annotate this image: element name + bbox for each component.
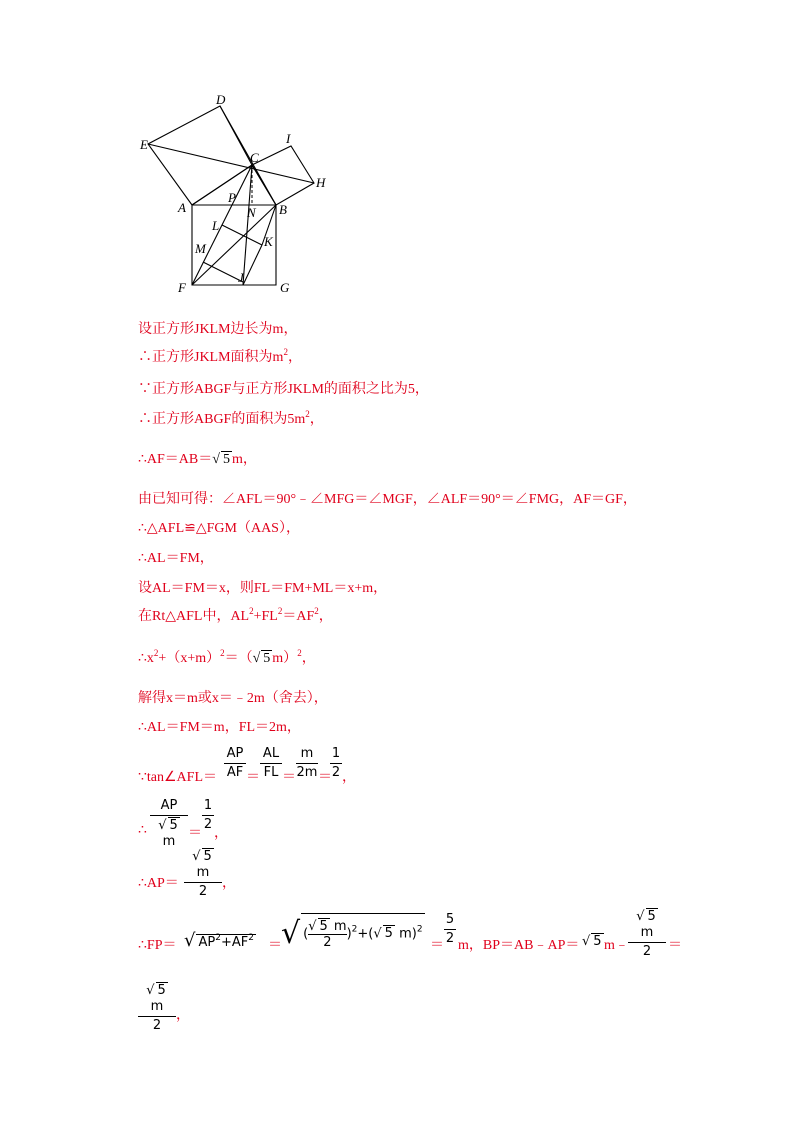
fraction-5-2 <box>444 912 456 947</box>
fraction-m-2m <box>296 746 318 781</box>
numerator: √ 5 m <box>146 983 166 1014</box>
text: ∴AF＝AB＝ <box>138 452 213 467</box>
exponent: 2 <box>314 606 319 616</box>
line-mj <box>203 262 243 282</box>
equals: ＝ <box>188 826 202 841</box>
sqrt-value: 5 <box>319 918 328 934</box>
equals: ＝ <box>668 938 682 953</box>
comma: ， <box>214 826 228 841</box>
sqrt-expression: √ ( $\frac{√ 5 m}{2}$ )$^2$+(√ 5 m)$^2$ <box>281 910 425 950</box>
sqrt-ap2-af2: √ $AP^2+AF^2$ <box>184 930 254 951</box>
numerator: AP <box>160 798 178 813</box>
text: m <box>640 925 654 940</box>
label-f: F <box>178 280 186 295</box>
equals: ＝ <box>246 770 260 785</box>
therefore-prefix: ∴ <box>138 823 147 838</box>
text: ， <box>309 412 324 427</box>
sqrt-value: 5 <box>203 849 212 864</box>
text: +( <box>357 926 374 941</box>
text: ( <box>303 926 309 941</box>
numerator: 1 <box>331 746 341 761</box>
label-l: L <box>212 218 220 233</box>
denominator: 2 <box>445 931 455 946</box>
label-h: H <box>316 175 326 190</box>
text: m <box>162 834 176 849</box>
text: AP <box>198 935 216 950</box>
sqrt-value: 5 <box>593 934 602 949</box>
exponent: 2 <box>305 409 310 419</box>
text: ， <box>318 609 333 624</box>
label-k: K <box>264 234 273 249</box>
label-b: B <box>279 202 287 217</box>
fraction-sqrt5m-2 <box>184 848 222 900</box>
solution-line-9: 设AL＝FM＝x，则FL＝FM+ML＝x+m， <box>138 581 388 596</box>
solution-line-7: ∴△AFL≌△FGM（AAS）， <box>138 521 300 536</box>
text: m) <box>394 926 417 941</box>
text: +AF <box>220 935 249 950</box>
fraction-al-fl <box>260 746 282 781</box>
label-a: A <box>178 200 186 215</box>
solution-line-5: ∴AF＝AB＝√ 5 m， <box>138 452 257 467</box>
text: ∴正方形ABGF的面积为5m <box>138 412 306 427</box>
fraction-sqrt5m-2 <box>628 908 666 960</box>
exponent: 2 <box>220 648 225 658</box>
sqrt-value: 5 <box>647 909 656 924</box>
equals: ＝ <box>282 770 296 785</box>
text: ， <box>301 651 316 666</box>
solution-line-8: ∴AL＝FM， <box>138 551 214 566</box>
numerator: 5 <box>445 912 455 927</box>
square-acde <box>148 106 252 205</box>
label-c: C <box>250 150 259 165</box>
exponent: 2 <box>215 933 221 943</box>
comma: ， <box>342 770 356 785</box>
label-e: E <box>140 137 148 152</box>
solution-line-11: $\therefore x^2+(x+m)^2=(√$ 5 m）$^2$， <box>138 648 316 666</box>
label-n: N <box>247 205 256 220</box>
label-d: D <box>216 92 226 107</box>
solution-line-12: 解得x＝m或x＝﹣2m（舍去）， <box>138 691 328 706</box>
solution-line-4 <box>138 408 324 428</box>
bp-text: m，BP＝AB﹣AP＝ <box>458 938 580 953</box>
label-m: M <box>195 241 206 256</box>
numerator: AL <box>262 746 280 761</box>
denominator: 2 <box>203 817 213 832</box>
solution-line-10 <box>138 605 333 625</box>
text: m <box>329 918 347 934</box>
solution-line-13: ∴AL＝FM＝m，FL＝2m， <box>138 720 301 735</box>
label-i: I <box>286 131 291 146</box>
geometry-figure <box>130 90 326 300</box>
sqrt5: √ 5 <box>582 934 602 949</box>
sqrt-value: 5 <box>157 983 166 998</box>
denominator: 2m <box>296 765 318 780</box>
solution-line-2 <box>138 346 302 366</box>
text: m <box>196 865 210 880</box>
numerator: √ 5 m <box>192 849 212 880</box>
solution-line-3: ∵正方形ABGF与正方形JKLM的面积之比为5， <box>138 382 429 397</box>
line-lk <box>222 225 262 245</box>
label-p: P <box>228 190 236 205</box>
fp-prefix: ∴FP＝ <box>138 938 177 953</box>
denominator: 2 <box>198 884 208 899</box>
text: ) <box>346 926 352 941</box>
equals: ＝ <box>430 938 444 953</box>
denominator: FL <box>263 765 279 780</box>
text: +FL <box>253 609 278 624</box>
m-minus: m﹣ <box>604 938 629 953</box>
denominator: 2 <box>152 1018 162 1033</box>
text: ＝（ <box>224 651 253 666</box>
exponent: 2 <box>351 924 358 934</box>
equals: ＝ <box>318 770 332 785</box>
exponent: 2 <box>283 347 288 357</box>
denominator: AF <box>226 765 244 780</box>
sqrt-value: 5 <box>222 452 230 467</box>
text: m <box>150 999 164 1014</box>
fraction-1-2 <box>330 746 342 781</box>
fraction-ap-af <box>224 746 246 781</box>
sqrt-value: 5 <box>169 818 178 833</box>
sqrt-value: 5 <box>384 926 393 941</box>
text: ∴正方形JKLM面积为m <box>138 350 284 365</box>
numerator: AP <box>226 746 244 761</box>
text: m， <box>231 452 257 467</box>
text: ＝AF <box>282 609 315 624</box>
equals: ＝ <box>268 938 282 953</box>
exponent: 2 <box>248 933 254 943</box>
fraction-1-2 <box>202 798 214 833</box>
line-cj <box>243 165 252 285</box>
fraction-sqrt5m-2 <box>138 982 176 1034</box>
text: 在Rt△AFL中，AL <box>138 609 250 624</box>
exponent: 2 <box>249 606 254 616</box>
text: ， <box>287 350 302 365</box>
solution-line-1: 设正方形JKLM边长为m， <box>138 322 298 337</box>
exponent: 2 <box>277 606 283 616</box>
numerator: m <box>300 746 314 761</box>
text: m） <box>272 651 298 666</box>
numerator: 1 <box>203 798 213 813</box>
comma: ， <box>176 1008 190 1023</box>
denominator: 2 <box>642 944 652 959</box>
text: +（x+m） <box>158 651 221 666</box>
solution-line-6: 由已知可得：∠AFL＝90°﹣∠MFG＝∠MGF，∠ALF＝90°＝∠FMG，AF＝GF， <box>138 492 637 507</box>
exponent: 2 <box>297 648 302 658</box>
ap-prefix: ∴AP＝ <box>138 876 179 891</box>
numerator: √ 5 m <box>636 909 656 940</box>
sqrt-value: 5 <box>263 651 271 666</box>
label-g: G <box>280 280 290 295</box>
denominator: √ 5 m <box>158 818 178 849</box>
label-j: J <box>238 270 244 285</box>
line-eh <box>148 144 314 183</box>
tan-prefix: ∵tan∠AFL＝ <box>138 770 218 785</box>
exponent: 2 <box>416 924 423 934</box>
denominator: 2 <box>308 934 346 950</box>
comma: ， <box>222 876 236 891</box>
text: ∴x <box>138 651 154 666</box>
exponent: 2 <box>153 648 159 658</box>
denominator: 2 <box>331 765 341 780</box>
fraction-ap-sqrt5m <box>150 798 188 850</box>
